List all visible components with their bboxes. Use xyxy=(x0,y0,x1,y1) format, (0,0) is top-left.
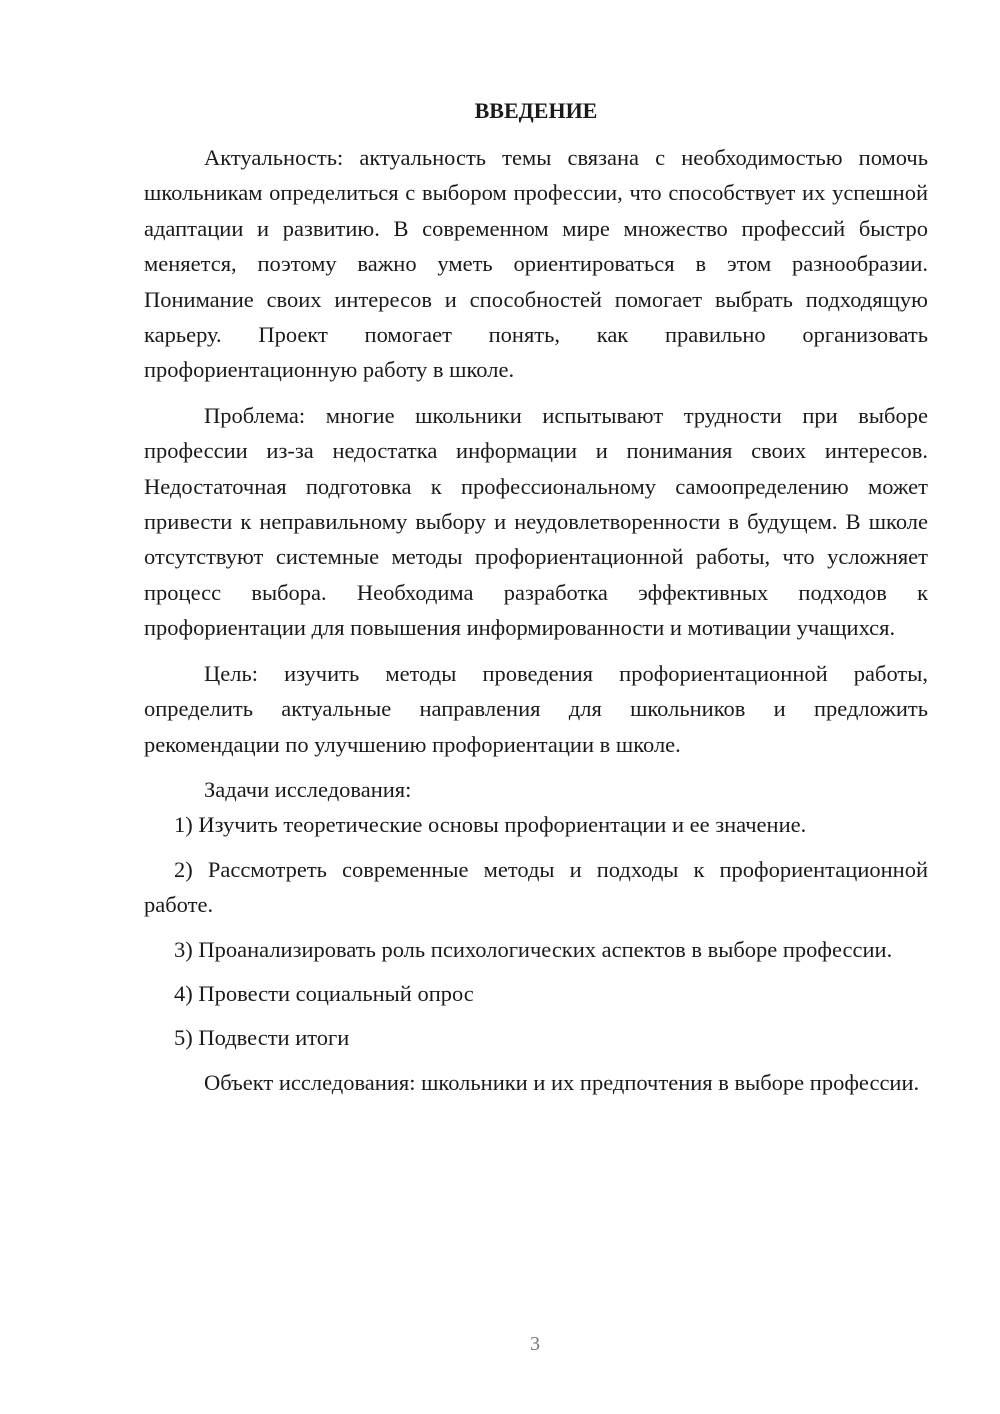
task-item: 2) Рассмотреть современные методы и подходы к профориентационной работе. xyxy=(144,856,928,918)
goal-paragraph: Цель: изучить методы проведения профориентационной работы, определить актуальные направления для школьников и предложить рекомендации по улучшению профориентации в школе. xyxy=(144,660,928,757)
task-item: 5) Подвести итоги xyxy=(174,1025,350,1051)
task-item: 4) Провести социальный опрос xyxy=(174,980,474,1006)
page-title: ВВЕДЕНИЕ xyxy=(474,98,598,123)
relevance-paragraph: Актуальность: актуальность темы связана с необходимостью помочь школьникам определиться с выбором профессии, что способствует их успешной адаптации и развитию. В современном мире множество профессий быстро меняется, поэтому важно уметь ориентироваться в этом разнообразии. Понимание своих интересов и способностей помогает выбрать подходящую карьеру. Проект помогает понять, как правильно организовать профориентационную работу в школе. xyxy=(144,145,928,383)
problem-paragraph: Проблема: многие школьники испытывают трудности при выборе профессии из-за недостатка информации и понимания своих интересов. Недостаточная подготовка к профессиональному самоопределению может привести к неправильному выбору и неудовлетворенности в будущем. В школе отсутствуют системные методы профориентационной работы, что усложняет процесс выбора. Необходима разработка эффективных подходов к профориентации для повышения информированности и мотивации учащихся. xyxy=(144,402,928,641)
tasks-list xyxy=(144,807,928,1055)
object-paragraph: Объект исследования: школьники и их предпочтения в выборе профессии. xyxy=(204,1069,920,1095)
task-item: 1) Изучить теоретические основы профориентации и ее значение. xyxy=(174,812,807,838)
document-page xyxy=(144,96,928,1100)
task-item: 3) Проанализировать роль психологических аспектов в выборе профессии. xyxy=(174,936,893,962)
page-number: 3 xyxy=(530,1333,540,1355)
tasks-heading: Задачи исследования: xyxy=(204,776,412,802)
